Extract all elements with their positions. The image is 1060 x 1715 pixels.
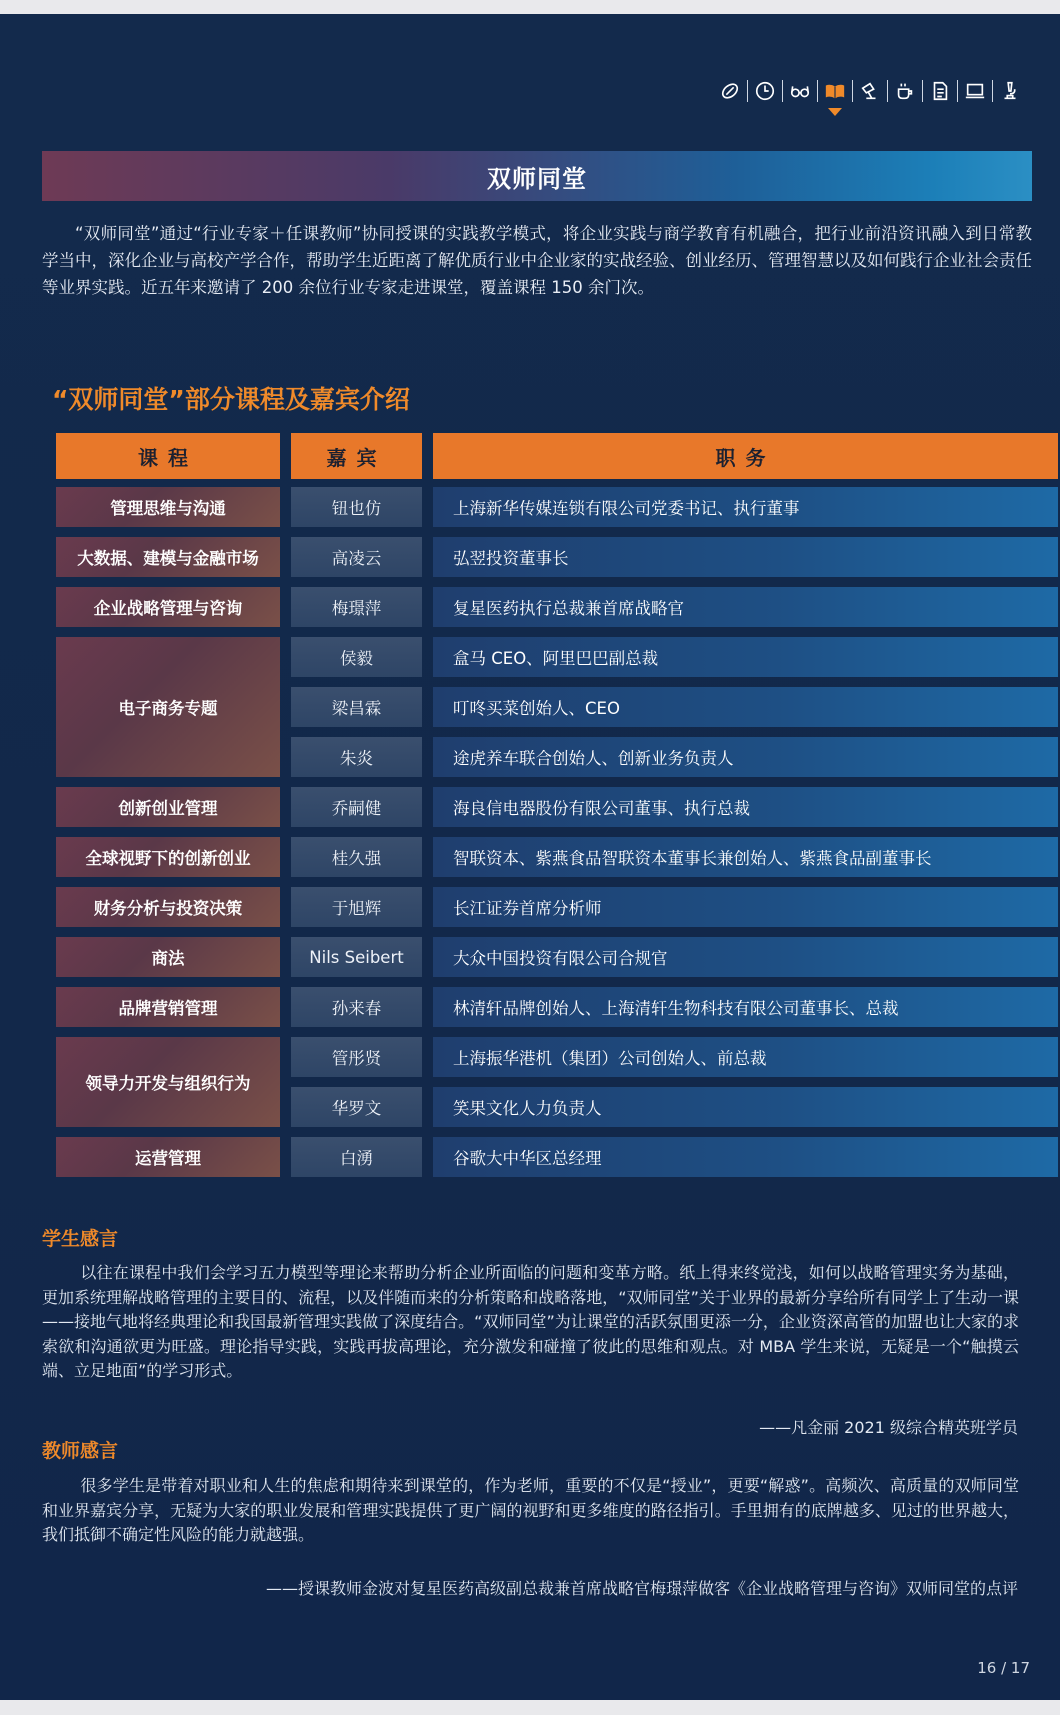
rugby-icon[interactable] [718,78,742,104]
title-banner [42,151,1032,201]
position-cell: 盒马 CEO、阿里巴巴副总裁 [433,637,1058,677]
course-cell: 商法 [56,937,280,977]
course-cell: 大数据、建模与金融市场 [56,537,280,577]
top-navigation [718,76,1022,106]
course-cell: 财务分析与投资决策 [56,887,280,927]
guest-cell: 于旭辉 [291,887,422,927]
position-cell: 途虎养车联合创始人、创新业务负责人 [433,737,1058,777]
guest-cell: 朱炎 [291,737,422,777]
position-cell: 长江证券首席分析师 [433,887,1058,927]
clock-icon[interactable] [753,78,777,104]
laptop-icon[interactable] [963,78,987,104]
nav-divider [747,80,748,102]
guest-cell: 梁昌霖 [291,687,422,727]
course-cell: 领导力开发与组织行为 [56,1037,280,1127]
position-cell: 上海振华港机（集团）公司创始人、前总裁 [433,1037,1058,1077]
nav-divider [887,80,888,102]
position-cell: 上海新华传媒连锁有限公司党委书记、执行董事 [433,487,1058,527]
lamp-icon[interactable] [858,78,882,104]
nav-divider [992,80,993,102]
nav-divider [957,80,958,102]
teacher-signature: ——授课教师金波对复星医药高级副总裁兼首席战略官梅璟萍做客《企业战略管理与咨询》双师同堂的点评 [265,1579,1018,1598]
guest-cell: 桂久强 [291,837,422,877]
guest-cell: 华罗文 [291,1087,422,1127]
nav-divider [782,80,783,102]
teacher-testimonial-title: 教师感言 [42,1440,119,1462]
nav-divider [922,80,923,102]
guest-cell: 孙来春 [291,987,422,1027]
page [0,14,1060,1700]
course-cell: 电子商务专题 [56,637,280,777]
teacher-testimonial-text: 很多学生是带着对职业和人生的焦虑和期待来到课堂的，作为老师，重要的不仅是“授业”，更要“解惑”。高频次、高质量的双师同堂和业界嘉宾分享，无疑为大家的职业发展和管理实践提供了更广阔的视野和更多维度的路径指引。手里拥有的底牌越多、见过的世界越大，我们抵御不确定性风险的能力就越强。 [42,1476,1019,1544]
intro-paragraph: “双师同堂”通过“行业专家＋任课教师”协同授课的实践教学模式，将企业实践与商学教育有机融合，把行业前沿资讯融入到日常教学当中，深化企业与高校产学合作，帮助学生近距离了解优质行业中企业家的实战经验、创业经历、管理智慧以及如何践行企业社会责任等业界实践。近五年来邀请了 200 余位行业专家走进课堂，覆盖课程 150 余门次。 [42,224,1032,297]
student-testimonial-text: 以往在课程中我们会学习五力模型等理论来帮助分析企业所面临的问题和变革方略。纸上得来终觉浅，如何以战略管理实务为基础，更加系统理解战略管理的主要目的、流程，以及伴随而来的分析策略和战略落地，“双师同堂”关于业界的最新分享给所有同学上了生动一课——接地气地将经典理论和我国最新管理实践做了深度结合。“双师同堂”为让课堂的活跃氛围更添一分，企业资深高管的加盟也让大家的求索欲和沟通欲更为旺盛。理论指导实践，实践再拔高理论，充分激发和碰撞了彼此的思维和观点。对 MBA 学生来说，无疑是一个“触摸云端、立足地面”的学习形式。 [42,1263,1019,1380]
guest-cell: 侯毅 [291,637,422,677]
guest-cell: 梅璟萍 [291,587,422,627]
position-cell: 海良信电器股份有限公司董事、执行总裁 [433,787,1058,827]
student-signature: ——凡金丽 2021 级综合精英班学员 [759,1418,1018,1437]
nav-divider [817,80,818,102]
header-course: 课程 [56,433,280,479]
document-icon[interactable] [928,78,952,104]
page-title: 双师同堂 [487,164,587,193]
course-cell: 全球视野下的创新创业 [56,837,280,877]
page-number: 16 / 17 [977,1659,1030,1677]
course-cell: 运营管理 [56,1137,280,1177]
course-cell: 创新创业管理 [56,787,280,827]
nav-divider [852,80,853,102]
position-cell: 智联资本、紫燕食品智联资本董事长兼创始人、紫燕食品副董事长 [433,837,1058,877]
student-testimonial-title: 学生感言 [42,1228,119,1250]
header-position: 职务 [433,433,1058,479]
guest-cell: 管彤贤 [291,1037,422,1077]
guest-cell: Nils Seibert [291,937,422,977]
course-cell: 品牌营销管理 [56,987,280,1027]
microscope-icon[interactable] [998,78,1022,104]
position-cell: 谷歌大中华区总经理 [433,1137,1058,1177]
table-heading: “双师同堂”部分课程及嘉宾介绍 [52,385,410,414]
glasses-icon[interactable] [788,78,812,104]
position-cell: 弘翌投资董事长 [433,537,1058,577]
guest-cell: 钮也仿 [291,487,422,527]
position-cell: 大众中国投资有限公司合规官 [433,937,1058,977]
position-cell: 笑果文化人力负责人 [433,1087,1058,1127]
position-cell: 叮咚买菜创始人、CEO [433,687,1058,727]
book-icon[interactable] [823,78,847,104]
course-cell: 管理思维与沟通 [56,487,280,527]
guest-cell: 白湧 [291,1137,422,1177]
position-cell: 林清轩品牌创始人、上海清轩生物科技有限公司董事长、总裁 [433,987,1058,1027]
guest-cell: 高凌云 [291,537,422,577]
header-guest: 嘉宾 [291,433,422,479]
course-cell: 企业战略管理与咨询 [56,587,280,627]
position-cell: 复星医药执行总裁兼首席战略官 [433,587,1058,627]
cup-icon[interactable] [893,78,917,104]
guest-cell: 乔嗣健 [291,787,422,827]
